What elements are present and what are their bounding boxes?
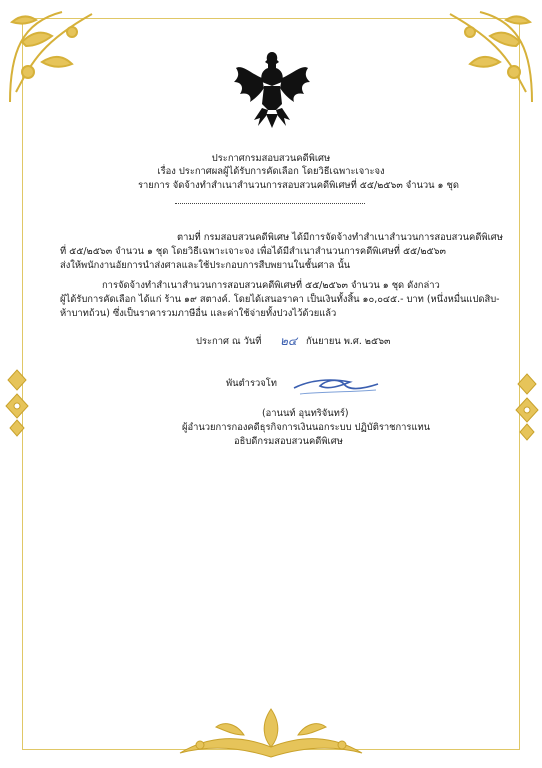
signer-position-1: ผู้อำนวยการกองคดีธุรกิจการเงินนอกระบบ ปฏิบัติราชการแทน — [182, 422, 431, 433]
signer-rank: พันตำรวจโท — [226, 378, 277, 389]
signer-position-2: อธิบดีกรมสอบสวนคดีพิเศษ — [234, 436, 343, 447]
paragraph-1-line-3: ส่งให้พนักงานอัยการนำส่งศาลและใช้ประกอบการสืบพยานในชั้นศาล นั้น — [60, 260, 351, 271]
side-ornament-left — [4, 368, 30, 440]
paragraph-1-line-2: ที่ ๕๕/๒๕๖๓ จำนวน ๑ ชุด โดยวิธีเฉพาะเจาะจง เพื่อได้มีสำเนาสำนวนการคดีพิเศษที่ ๕๕/๒๕๖๓ — [60, 246, 446, 257]
corner-ornament-top-left — [2, 2, 112, 112]
announcement-item: รายการ จัดจ้างทำสำเนาสำนวนการสอบสวนคดีพิเศษที่ ๕๕/๒๕๖๓ จำนวน ๑ ชุด — [138, 180, 459, 191]
signer-name: (อานนท์ อุนทริจันทร์) — [262, 408, 349, 419]
paragraph-2-line-1: การจัดจ้างทำสำเนาสำนวนการสอบสวนคดีพิเศษที่ ๕๕/๒๕๖๓ จำนวน ๑ ชุด ดังกล่าว — [102, 280, 440, 291]
side-ornament-right — [514, 372, 540, 444]
signature-mark — [290, 372, 382, 398]
paragraph-2-line-3: ห้าบาทถ้วน) ซึ่งเป็นราคารวมภาษีอื่น และค่าใช้จ่ายทั้งปวงไว้ด้วยแล้ว — [60, 308, 337, 319]
date-day-handwritten: ๒๔ — [280, 334, 297, 348]
separator-line — [175, 203, 365, 204]
paragraph-2-line-2: ผู้ได้รับการคัดเลือก ได้แก่ ร้าน ๑๙ สตางค์. โดยได้เสนอราคา เป็นเงินทั้งสิ้น ๑๐,๐๔๕.- บาท (หนึ่งหมื่นแปดสิบ- — [60, 294, 500, 305]
date-prefix: ประกาศ ณ วันที่ — [196, 336, 262, 347]
garuda-emblem — [232, 48, 312, 132]
bottom-ornament — [160, 705, 382, 763]
date-month-year: กันยายน พ.ศ. ๒๕๖๓ — [306, 336, 391, 347]
announcement-subject: เรื่อง ประกาศผลผู้ได้รับการคัดเลือก โดยวิธีเฉพาะเจาะจง — [157, 166, 385, 177]
announcement-title: ประกาศกรมสอบสวนคดีพิเศษ — [211, 153, 331, 164]
paragraph-1-line-1: ตามที่ กรมสอบสวนคดีพิเศษ ได้มีการจัดจ้างทำสำเนาสำนวนการสอบสวนคดีพิเศษ — [177, 232, 503, 243]
corner-ornament-top-right — [430, 2, 540, 112]
